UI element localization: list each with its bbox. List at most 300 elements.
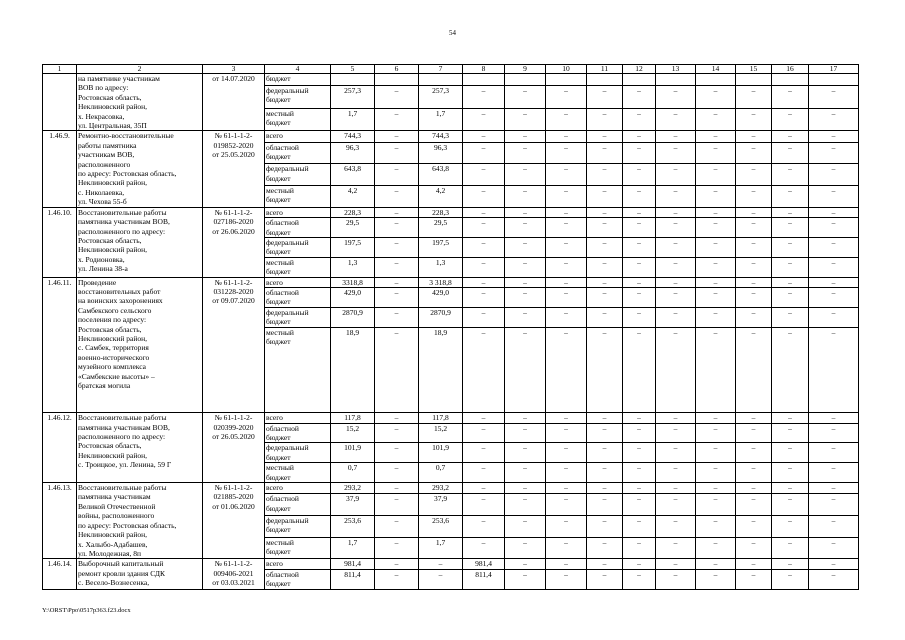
amount-cell: 29,5 <box>331 218 375 238</box>
amount-cell: – <box>809 207 859 217</box>
description-line: Ремонтно-восстановительные <box>78 131 174 141</box>
amount-cell: – <box>623 413 656 423</box>
column-number: 14 <box>696 65 736 74</box>
amount-cell: 981,4 <box>331 559 375 569</box>
funding-source-line <box>266 393 329 402</box>
funding-source-line: бюджет <box>266 547 291 557</box>
amount-cell: – <box>546 218 587 238</box>
amount-cell: – <box>772 142 809 164</box>
amount-cell: – <box>463 307 505 327</box>
amount-cell: – <box>587 287 623 307</box>
amount-cell: – <box>696 164 736 186</box>
amount-cell: – <box>546 108 587 131</box>
amount-cell <box>463 74 505 86</box>
funding-source <box>265 569 331 589</box>
funding-source-line <box>266 356 329 365</box>
description-line: ремонт кровли здания СДК <box>78 568 166 578</box>
funding-source <box>265 277 331 287</box>
funding-source-line: бюджет <box>266 452 291 462</box>
amount-cell: – <box>587 257 623 277</box>
budget-table <box>42 64 859 590</box>
description-line: Ростовская область, <box>78 92 142 102</box>
funding-source-line: бюджет <box>266 317 291 327</box>
amount-cell: – <box>463 218 505 238</box>
funding-source-line <box>266 346 329 355</box>
amount-cell: – <box>736 85 772 108</box>
amount-cell: – <box>772 559 809 569</box>
amount-cell: – <box>656 218 696 238</box>
amount-cell: – <box>736 287 772 307</box>
description-line: Выборочный капитальный <box>78 559 164 569</box>
amount-cell: – <box>809 463 859 483</box>
amount-cell: – <box>587 277 623 287</box>
document-line: № 61-1-1-2- <box>214 483 253 493</box>
funding-source-line: бюджет <box>266 227 291 237</box>
description-line: Неклиновский район, <box>78 178 148 188</box>
amount-cell: – <box>546 164 587 186</box>
amount-cell: – <box>772 186 809 208</box>
amount-cell: – <box>505 207 546 217</box>
amount-cell <box>546 74 587 86</box>
funding-source-line: федеральный <box>266 237 309 247</box>
description-line: восстановительных работ <box>78 286 161 296</box>
amount-cell: – <box>623 537 656 559</box>
amount-cell: – <box>505 164 546 186</box>
amount-cell: – <box>505 131 546 142</box>
amount-cell: – <box>463 85 505 108</box>
amount-cell: – <box>772 257 809 277</box>
amount-cell: – <box>772 207 809 217</box>
document-line: 027186-2020 <box>213 217 254 227</box>
amount-cell: – <box>656 463 696 483</box>
amount-cell: – <box>809 494 859 516</box>
amount-cell: – <box>736 164 772 186</box>
amount-cell: – <box>696 287 736 307</box>
description-line: Восстановительные работы <box>78 413 167 423</box>
column-number: 12 <box>623 65 656 74</box>
funding-source-line: бюджет <box>266 472 291 482</box>
amount-cell: – <box>375 218 419 238</box>
amount-cell: – <box>656 327 696 413</box>
amount-cell: – <box>809 516 859 538</box>
amount-cell <box>505 74 546 86</box>
amount-cell: – <box>546 287 587 307</box>
amount-cell: – <box>375 257 419 277</box>
funding-source <box>265 443 331 463</box>
amount-cell: 197,5 <box>331 237 375 257</box>
amount-cell: – <box>375 483 419 494</box>
amount-cell: – <box>587 307 623 327</box>
amount-cell: – <box>375 569 419 589</box>
amount-cell: – <box>463 131 505 142</box>
amount-cell: – <box>696 207 736 217</box>
amount-cell: – <box>546 463 587 483</box>
description-line: Неклиновский район, <box>78 245 148 255</box>
amount-cell: 744,3 <box>331 131 375 142</box>
amount-cell: – <box>375 164 419 186</box>
amount-cell: – <box>736 516 772 538</box>
amount-cell: – <box>463 537 505 559</box>
item-description <box>77 207 203 277</box>
funding-source-line: бюджет <box>266 95 291 105</box>
description-line: памятника участникам <box>78 492 151 502</box>
page-number: 54 <box>449 29 456 37</box>
funding-source-line: бюджет <box>266 195 291 205</box>
amount-cell: – <box>463 207 505 217</box>
amount-cell: – <box>587 559 623 569</box>
funding-source <box>265 237 331 257</box>
document-line: от 03.03.2021 <box>212 578 255 588</box>
amount-cell: – <box>587 131 623 142</box>
description-line: расположенного <box>78 159 131 169</box>
amount-cell: – <box>505 108 546 131</box>
amount-cell: – <box>809 164 859 186</box>
amount-cell: – <box>546 207 587 217</box>
amount-cell: – <box>809 218 859 238</box>
amount-cell: – <box>546 423 587 443</box>
amount-cell: – <box>463 516 505 538</box>
description-line: по адресу: Ростовская область, <box>78 520 177 530</box>
amount-cell: – <box>809 537 859 559</box>
amount-cell: – <box>375 108 419 131</box>
amount-cell: – <box>656 131 696 142</box>
description-line: Неклиновский район, <box>78 102 148 112</box>
amount-cell: – <box>505 537 546 559</box>
amount-cell: – <box>505 413 546 423</box>
amount-cell: – <box>463 483 505 494</box>
amount-cell: – <box>505 218 546 238</box>
amount-cell: – <box>736 257 772 277</box>
description-line: поселения по адресу: <box>78 315 147 325</box>
amount-cell: – <box>656 257 696 277</box>
document-line: № 61-1-1-2- <box>214 131 253 141</box>
amount-cell: – <box>656 307 696 327</box>
amount-cell: – <box>656 559 696 569</box>
amount-cell <box>696 74 736 86</box>
funding-source-line: федеральный <box>266 307 309 317</box>
document-line: № 61-1-1-2- <box>214 559 253 569</box>
item-number: 1.46.11. <box>43 277 77 413</box>
amount-cell: – <box>809 423 859 443</box>
amount-cell: – <box>772 443 809 463</box>
amount-cell: – <box>623 463 656 483</box>
amount-cell <box>772 74 809 86</box>
amount-cell: – <box>696 186 736 208</box>
amount-cell: 96,3 <box>419 142 463 164</box>
funding-source-line: бюджет <box>266 267 291 277</box>
amount-cell: – <box>587 443 623 463</box>
amount-cell: – <box>656 569 696 589</box>
amount-cell: 1,7 <box>419 108 463 131</box>
item-description <box>77 131 203 207</box>
funding-source <box>265 516 331 538</box>
column-number: 10 <box>546 65 587 74</box>
amount-cell: – <box>623 142 656 164</box>
table-row <box>43 483 859 494</box>
amount-cell: – <box>736 537 772 559</box>
item-description <box>77 413 203 483</box>
column-number: 7 <box>419 65 463 74</box>
amount-cell: – <box>623 186 656 208</box>
amount-cell: – <box>809 559 859 569</box>
amount-cell: 1,7 <box>419 537 463 559</box>
funding-source-line: областной <box>266 494 299 504</box>
funding-source-line: местный <box>266 186 294 196</box>
amount-cell: – <box>375 423 419 443</box>
funding-source <box>265 164 331 186</box>
amount-cell: – <box>623 207 656 217</box>
amount-cell: 981,4 <box>463 559 505 569</box>
amount-cell: – <box>505 186 546 208</box>
funding-source-line: областной <box>266 423 299 433</box>
amount-cell: – <box>587 142 623 164</box>
amount-cell: – <box>736 237 772 257</box>
amount-cell: 1,3 <box>331 257 375 277</box>
amount-cell: – <box>375 186 419 208</box>
amount-cell: – <box>375 413 419 423</box>
amount-cell <box>331 74 375 86</box>
amount-cell: – <box>546 85 587 108</box>
amount-cell: – <box>587 164 623 186</box>
amount-cell <box>623 74 656 86</box>
amount-cell: – <box>505 569 546 589</box>
amount-cell: – <box>463 494 505 516</box>
funding-source <box>265 559 331 569</box>
document-line: № 61-1-1-2- <box>214 413 253 423</box>
amount-cell: – <box>696 257 736 277</box>
amount-cell: – <box>505 237 546 257</box>
column-number: 1 <box>43 65 77 74</box>
amount-cell: 0,7 <box>331 463 375 483</box>
funding-source <box>265 257 331 277</box>
amount-cell: – <box>505 463 546 483</box>
amount-cell: – <box>696 537 736 559</box>
funding-source-line: федеральный <box>266 516 309 526</box>
amount-cell: – <box>736 142 772 164</box>
amount-cell: – <box>696 569 736 589</box>
amount-cell: – <box>809 142 859 164</box>
funding-source-line: местный <box>266 463 294 473</box>
funding-source-line <box>266 365 329 374</box>
funding-source-line: областной <box>266 287 299 297</box>
amount-cell: – <box>546 131 587 142</box>
amount-cell: – <box>546 307 587 327</box>
item-number: 1.46.9. <box>43 131 77 207</box>
funding-source-line: областной <box>266 218 299 228</box>
document-reference <box>203 277 265 413</box>
description-line: ВОВ по адресу: <box>78 83 129 93</box>
column-number: 3 <box>203 65 265 74</box>
column-number: 11 <box>587 65 623 74</box>
funding-source <box>265 108 331 131</box>
amount-cell: 293,2 <box>331 483 375 494</box>
document-line: 021885-2020 <box>213 492 254 502</box>
funding-source-line: всего <box>266 207 283 217</box>
amount-cell: – <box>623 569 656 589</box>
amount-cell: – <box>463 237 505 257</box>
amount-cell: – <box>696 516 736 538</box>
amount-cell: 18,9 <box>331 327 375 413</box>
amount-cell: – <box>587 327 623 413</box>
amount-cell: – <box>772 537 809 559</box>
amount-cell: – <box>463 164 505 186</box>
amount-cell: – <box>375 287 419 307</box>
description-line: Неклиновский район, <box>78 450 148 460</box>
amount-cell: – <box>623 483 656 494</box>
amount-cell: – <box>623 108 656 131</box>
amount-cell: – <box>656 516 696 538</box>
column-number: 17 <box>809 65 859 74</box>
amount-cell: – <box>623 494 656 516</box>
description-line: Неклиновский район, <box>78 333 148 343</box>
amount-cell: – <box>463 287 505 307</box>
amount-cell: – <box>463 186 505 208</box>
amount-cell: – <box>696 559 736 569</box>
funding-source <box>265 287 331 307</box>
funding-source <box>265 307 331 327</box>
description-line: Великой Отечественной <box>78 501 156 511</box>
amount-cell: – <box>656 277 696 287</box>
description-line: х. Некрасовка, <box>78 111 125 121</box>
amount-cell: – <box>623 237 656 257</box>
amount-cell: 1,7 <box>331 108 375 131</box>
amount-cell: – <box>623 516 656 538</box>
amount-cell: – <box>772 85 809 108</box>
amount-cell: – <box>809 186 859 208</box>
amount-cell: – <box>375 277 419 287</box>
amount-cell: 2870,9 <box>331 307 375 327</box>
amount-cell: – <box>505 85 546 108</box>
amount-cell: – <box>546 559 587 569</box>
amount-cell: – <box>463 277 505 287</box>
file-path-footer: Y:\ORST\Ppo\0517p363.f23.docx <box>42 607 131 614</box>
description-line: Проведение <box>78 277 117 287</box>
amount-cell: – <box>546 186 587 208</box>
funding-source <box>265 131 331 142</box>
amount-cell: – <box>772 494 809 516</box>
amount-cell: – <box>463 257 505 277</box>
amount-cell: – <box>696 413 736 423</box>
amount-cell: – <box>736 569 772 589</box>
amount-cell: 429,0 <box>419 287 463 307</box>
amount-cell: – <box>656 413 696 423</box>
amount-cell: – <box>505 142 546 164</box>
amount-cell: – <box>696 443 736 463</box>
amount-cell: 3 318,8 <box>419 277 463 287</box>
amount-cell: – <box>375 142 419 164</box>
description-line: с. Весело-Вознесенка, <box>78 578 150 588</box>
item-description <box>77 74 203 131</box>
description-line: памятника участникам ВОВ, <box>78 422 170 432</box>
amount-cell: – <box>587 186 623 208</box>
amount-cell: – <box>696 142 736 164</box>
amount-cell: – <box>546 443 587 463</box>
amount-cell: – <box>587 85 623 108</box>
amount-cell: – <box>772 108 809 131</box>
funding-source <box>265 483 331 494</box>
amount-cell: 4,2 <box>331 186 375 208</box>
amount-cell: – <box>656 85 696 108</box>
amount-cell: – <box>505 327 546 413</box>
column-number: 6 <box>375 65 419 74</box>
description-line: войны, расположенного <box>78 511 155 521</box>
description-line: памятника участникам ВОВ, <box>78 217 170 227</box>
amount-cell: – <box>696 85 736 108</box>
amount-cell: – <box>736 559 772 569</box>
amount-cell: – <box>736 327 772 413</box>
amount-cell: – <box>772 218 809 238</box>
description-line: работы памятника <box>78 140 137 150</box>
table-row <box>43 559 859 569</box>
amount-cell: – <box>696 423 736 443</box>
amount-cell: – <box>696 237 736 257</box>
amount-cell: 18,9 <box>419 327 463 413</box>
amount-cell: – <box>505 287 546 307</box>
amount-cell: – <box>656 494 696 516</box>
funding-source <box>265 74 331 86</box>
amount-cell: – <box>772 307 809 327</box>
amount-cell: – <box>809 413 859 423</box>
amount-cell: – <box>696 483 736 494</box>
amount-cell: – <box>656 423 696 443</box>
description-line: Ростовская область, <box>78 235 142 245</box>
description-line: х. Халыбо-Адабашев, <box>78 539 148 549</box>
amount-cell: 15,2 <box>331 423 375 443</box>
description-line: ул. Чехова 55-б <box>78 197 127 207</box>
amount-cell: – <box>587 207 623 217</box>
amount-cell: – <box>587 537 623 559</box>
amount-cell: – <box>772 277 809 287</box>
funding-source-line: бюджет <box>266 525 291 535</box>
amount-cell: 15,2 <box>419 423 463 443</box>
amount-cell: – <box>656 237 696 257</box>
amount-cell: – <box>587 413 623 423</box>
amount-cell: – <box>623 85 656 108</box>
amount-cell: – <box>809 237 859 257</box>
table-row <box>43 277 859 287</box>
description-line: х. Родионовка, <box>78 254 125 264</box>
document-reference <box>203 207 265 277</box>
description-line: участникам ВОВ, <box>78 150 135 160</box>
amount-cell: – <box>623 164 656 186</box>
amount-cell <box>736 74 772 86</box>
amount-cell: – <box>623 327 656 413</box>
amount-cell: – <box>772 413 809 423</box>
document-reference <box>203 131 265 207</box>
column-number: 8 <box>463 65 505 74</box>
amount-cell <box>587 74 623 86</box>
amount-cell: – <box>587 218 623 238</box>
document-line: 019852-2020 <box>213 140 254 150</box>
description-line: на воинских захоронениях <box>78 296 163 306</box>
funding-source <box>265 207 331 217</box>
amount-cell: – <box>809 443 859 463</box>
funding-source-line: бюджет <box>266 74 291 83</box>
document-line: № 61-1-1-2- <box>214 277 253 287</box>
amount-cell: – <box>772 237 809 257</box>
amount-cell: 37,9 <box>419 494 463 516</box>
amount-cell: – <box>696 131 736 142</box>
document-line: от 14.07.2020 <box>212 74 255 83</box>
description-line: с. Самбек, территория <box>78 343 149 353</box>
amount-cell: – <box>546 237 587 257</box>
amount-cell: 3318,8 <box>331 277 375 287</box>
amount-cell: – <box>463 327 505 413</box>
amount-cell: – <box>772 131 809 142</box>
description-line: ул. Ленина 38-а <box>78 264 128 274</box>
column-number: 9 <box>505 65 546 74</box>
column-number: 15 <box>736 65 772 74</box>
